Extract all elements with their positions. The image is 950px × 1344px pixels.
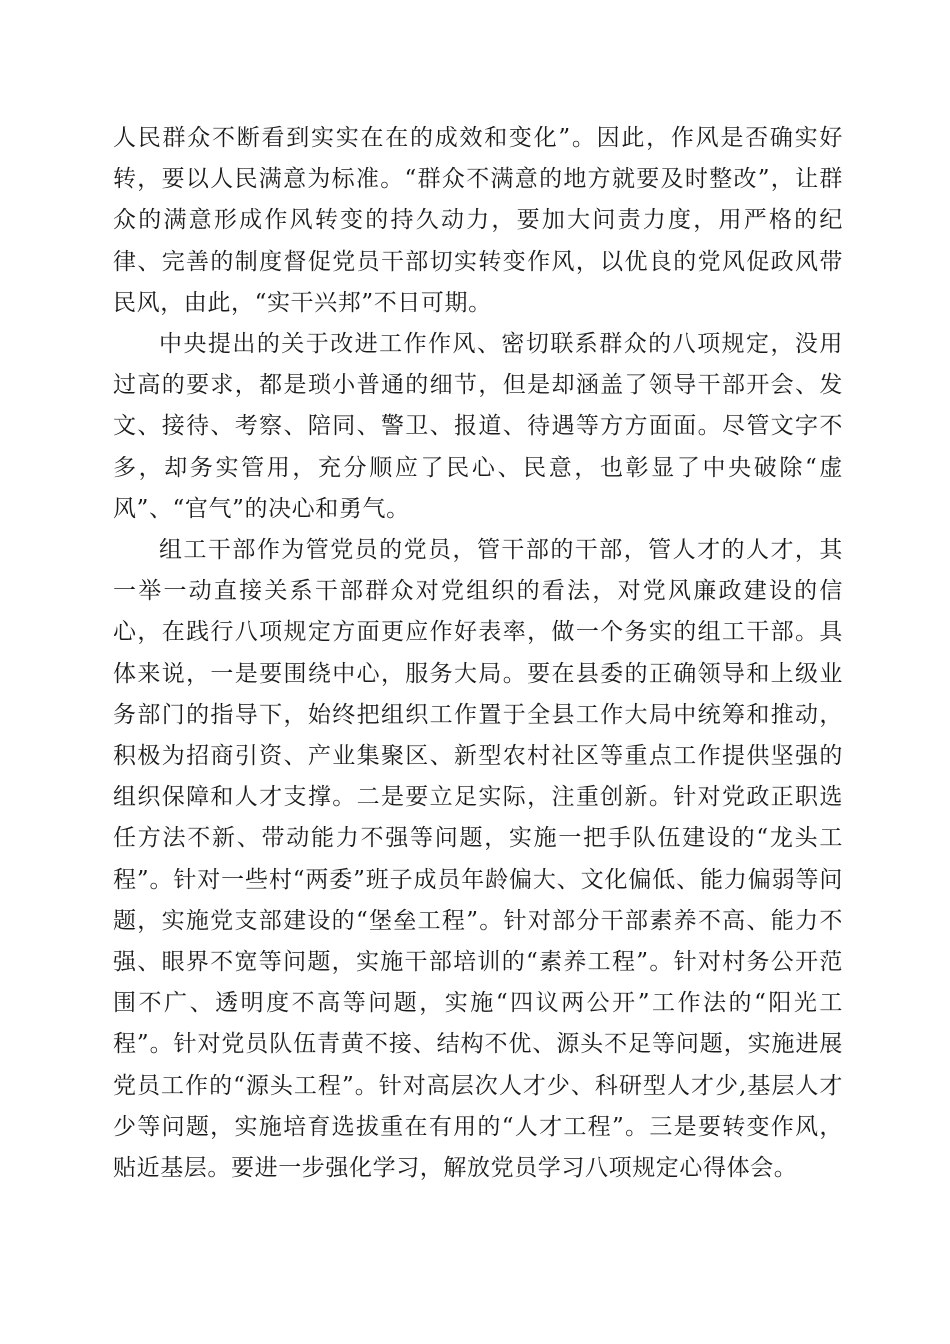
document-body — [113, 118, 843, 1189]
paragraph-3: 组工干部作为管党员的党员，管干部的干部，管人才的人才，其一举一动直接关系干部群众对党组织的看法，对党风廉政建设的信心，在践行八项规定方面更应作好表率，做一个务实的组工干部。具体来说，一是要围绕中心，服务大局。要在县委的正确领导和上级业务部门的指导下，始终把组织工作置于全县工作大局中统筹和推动，积极为招商引资、产业集聚区、新型农村社区等重点工作提供坚强的组织保障和人才支撑。二是要立足实际，注重创新。针对党政正职选任方法不新、带动能力不强等问题，实施一把手队伍建设的“龙头工程”。针对一些村“两委”班子成员年龄偏大、文化偏低、能力偏弱等问题，实施党支部建设的“堡垒工程”。针对部分干部素养不高、能力不强、眼界不宽等问题，实施干部培训的“素养工程”。针对村务公开范围不广、透明度不高等问题，实施“四议两公开”工作法的“阳光工程”。针对党员队伍青黄不接、结构不优、源头不足等问题，实施进展党员工作的“源头工程”。针对高层次人才少、科研型人才少,基层人才少等问题，实施培育选拔重在有用的“人才工程”。三是要转变作风，贴近基层。要进一步强化学习，解放党员学习八项规定心得体会。 — [113, 537, 843, 1182]
paragraph-1: 人民群众不断看到实实在在的成效和变化”。因此，作风是否确实好转，要以人民满意为标准。“群众不满意的地方就要及时整改”，让群众的满意形成作风转变的持久动力，要加大问责力度，用严格的纪律、完善的制度督促党员干部切实转变作风，以优良的党风促政风带民风，由此，“实干兴邦”不日可期。 — [113, 125, 843, 316]
paragraph-2: 中央提出的关于改进工作作风、密切联系群众的八项规定，没用过高的要求，都是琐小普通的细节，但是却涵盖了领导干部开会、发文、接待、考察、陪同、警卫、报道、待遇等方方面面。尽管文字不多，却务实管用，充分顺应了民心、民意，也彰显了中央破除“虚风”、“官气”的决心和勇气。 — [113, 331, 843, 522]
